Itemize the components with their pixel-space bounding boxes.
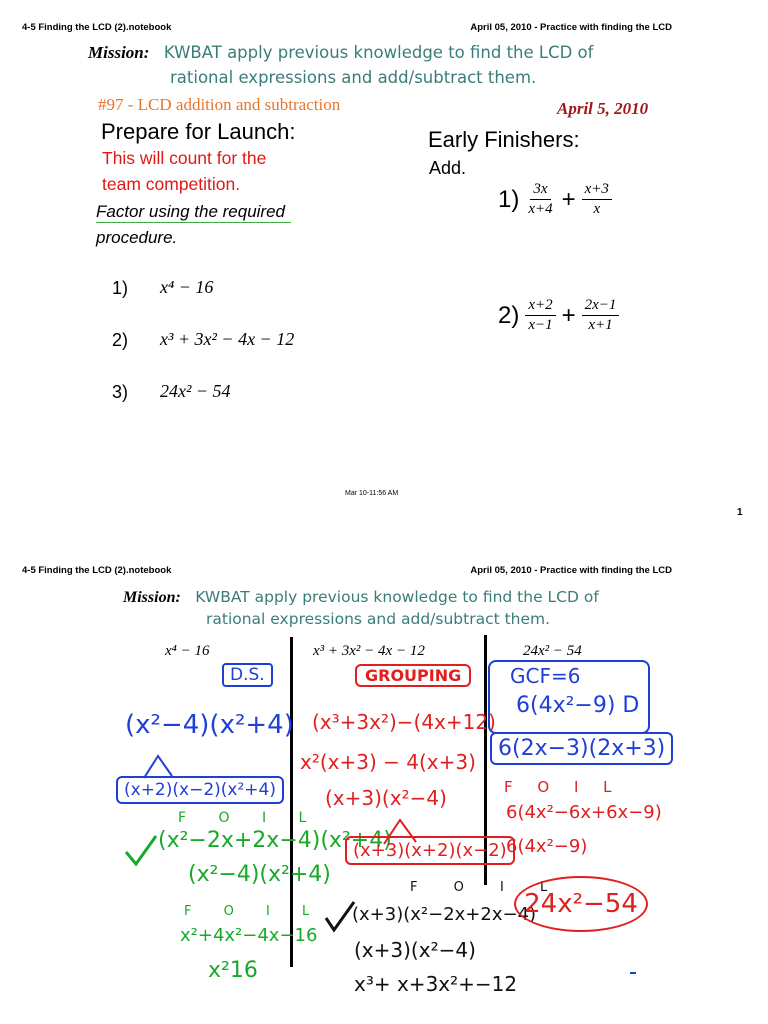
step-text: x²(x+3) − 4(x+3) <box>300 750 476 774</box>
page-header-left: 4-5 Finding the LCD (2).notebook <box>22 565 172 576</box>
page-number: 1 <box>737 507 743 518</box>
step-text: 6(4x²−9) <box>506 836 588 857</box>
count-note-line1: This will count for the <box>102 148 267 168</box>
problem-2-expression: x³ + 3x² − 4x − 12 <box>160 329 295 349</box>
step-text: x²16 <box>208 958 258 983</box>
fraction: $\frac{x+3}{x}$ <box>582 181 612 218</box>
mission-label: Mission <box>88 43 144 62</box>
mission-statement: Mission: KWBAT apply previous knowledge to find the LCD of <box>123 588 599 606</box>
fraction: $\frac{x+2}{x-1}$ <box>525 297 555 334</box>
fraction: $\frac{2x-1}{x+1}$ <box>582 297 620 334</box>
mission-label: Mission <box>123 589 176 606</box>
check-mark-icon <box>122 830 162 870</box>
foil-label: F O I L <box>504 778 622 796</box>
step-text: (x²−4)(x²+4) <box>125 710 294 740</box>
result-box: 6(2x−3)(2x+3) <box>490 732 673 765</box>
add-problem-1-number: 1) <box>498 185 520 213</box>
factor-instruction-line2: procedure. <box>96 228 178 247</box>
foil-label: F O I L <box>410 880 564 895</box>
stray-mark <box>630 972 636 974</box>
column-3-header: 24x² − 54 <box>523 643 582 659</box>
result-box: (x+2)(x−2)(x²+4) <box>116 776 284 804</box>
step-text: 6(4x²−9) D <box>516 693 640 718</box>
page-header-right: April 05, 2010 - Practice with finding the LCD <box>470 22 672 33</box>
step-text: (x+3)(x²−2x+2x−4) <box>352 904 537 925</box>
page-timestamp: Mar 10-11:56 AM <box>345 490 399 497</box>
add-problem-2-number: 2) <box>498 301 520 329</box>
method-box-ds: D.S. <box>222 663 273 687</box>
result-box: (x+3)(x+2)(x−2) <box>345 836 515 865</box>
problem-1-expression: x⁴ − 16 <box>160 277 214 297</box>
step-text: (x+3)(x²−4) <box>325 786 447 810</box>
problem-1-number: 1) <box>112 278 129 298</box>
step-text: GCF=6 <box>510 664 581 688</box>
step-text: 6(4x²−6x+6x−9) <box>506 802 662 823</box>
column-1-header: x⁴ − 16 <box>165 643 210 659</box>
add-problem-2: 2) $\frac{x+2}{x-1}$ + $\frac{2x-1}{x+1}$ <box>498 297 619 334</box>
agenda-title: #97 - LCD addition and subtraction <box>98 95 341 114</box>
mission-text-line2: rational expressions and add/subtract them. <box>170 68 537 87</box>
step-text: (x²−2x+2x−4)(x²+4) <box>158 828 392 853</box>
problem-2-number: 2) <box>112 330 129 350</box>
fraction: $\frac{3x}{x+4}$ <box>528 181 553 217</box>
foil-label: F O I L <box>178 810 321 826</box>
column-2-header: x³ + 3x² − 4x − 12 <box>313 643 425 659</box>
step-text: (x²−4)(x²+4) <box>188 862 331 887</box>
add-label: Add. <box>429 158 467 178</box>
step-text: (x+3)(x²−4) <box>354 938 476 962</box>
problem-3-number: 3) <box>112 382 129 402</box>
count-note-line2: team competition. <box>102 174 241 194</box>
problem-3-expression: 24x² − 54 <box>160 381 231 401</box>
factor-instruction-line1: Factor using the required <box>96 202 291 223</box>
mission-text-line1: KWBAT apply previous knowledge to find the LCD of <box>163 43 594 62</box>
notebook-page-2 <box>0 540 768 1024</box>
method-box-grouping: GROUPING <box>355 664 471 687</box>
page-header-left: 4-5 Finding the LCD (2).notebook <box>22 22 172 33</box>
prepare-title: Prepare for Launch: <box>101 119 296 144</box>
final-answer-circle: 24x²−54 <box>514 876 648 932</box>
add-problem-1: 1) $\frac{3x}{x+4}$ + $\frac{x+3}{x}$ <box>498 181 612 218</box>
lesson-date: April 5, 2010 <box>557 99 649 118</box>
step-text: x³+ x+3x²+−12 <box>354 972 518 996</box>
step-text: (x³+3x²)−(4x+12) <box>312 710 496 734</box>
mission-text-line2: rational expressions and add/subtract them. <box>206 610 551 628</box>
foil-label: F O I L <box>184 904 324 919</box>
mission-text-line1: KWBAT apply previous knowledge to find the LCD of <box>195 588 599 606</box>
mission-statement: Mission: KWBAT apply previous knowledge to find the LCD of <box>88 43 594 62</box>
page-header-right: April 05, 2010 - Practice with finding the LCD <box>470 565 672 576</box>
early-finishers-title: Early Finishers: <box>428 127 580 152</box>
step-text: x²+4x²−4x−16 <box>180 925 318 946</box>
